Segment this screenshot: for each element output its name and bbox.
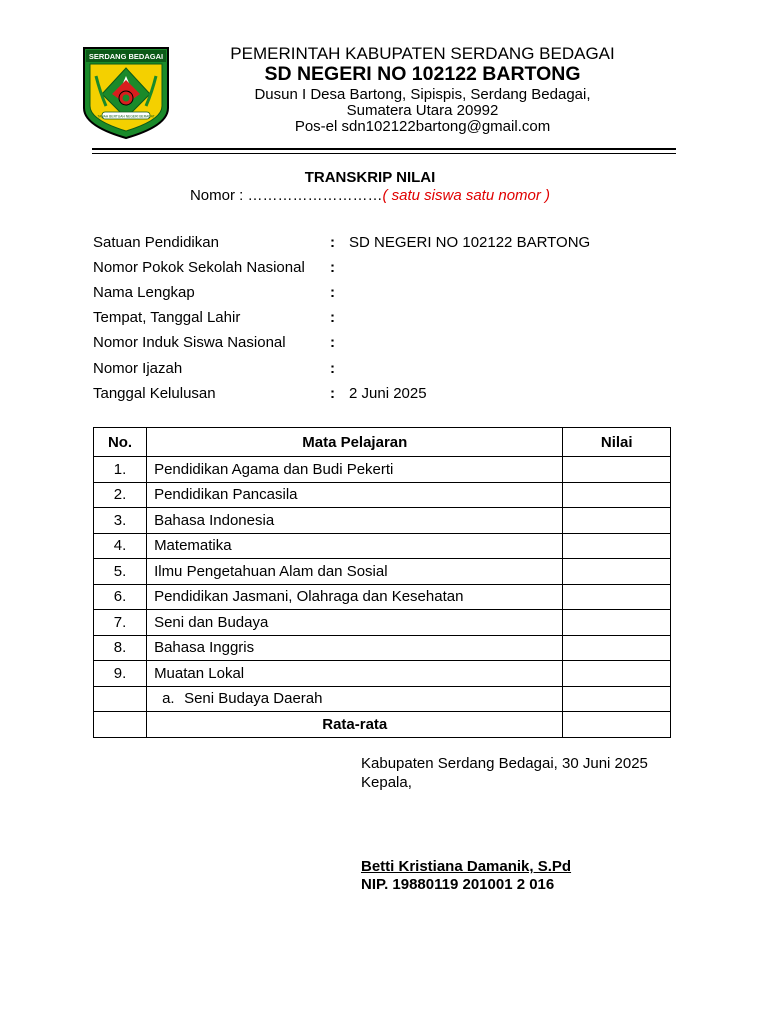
row-number: 1. [94, 457, 147, 483]
info-label: Nama Lengkap [93, 284, 195, 302]
row-grade [563, 661, 671, 687]
row-subject: Ilmu Pengetahuan Alam dan Sosial [147, 559, 563, 585]
sub-row-subject-text: Seni Budaya Daerah [184, 690, 323, 708]
table-average-row [94, 712, 671, 738]
row-subject: Bahasa Inggris [147, 635, 563, 661]
row-number: 4. [94, 533, 147, 559]
row-subject: Pendidikan Pancasila [147, 482, 563, 508]
sub-row-marker: a. [162, 690, 175, 708]
average-label: Rata-rata [147, 712, 563, 738]
average-spacer [94, 712, 147, 738]
address-line-1: Dusun I Desa Bartong, Sipispis, Serdang Bedagai, [254, 86, 591, 103]
info-colon: : [330, 259, 335, 277]
info-colon: : [330, 284, 335, 302]
table-sub-row [94, 686, 671, 712]
row-grade [563, 559, 671, 585]
row-grade [563, 482, 671, 508]
info-value: 2 Juni 2025 [349, 384, 427, 402]
info-colon: : [330, 359, 335, 377]
info-colon: : [330, 234, 335, 252]
info-row-satuan-pendidikan [93, 230, 673, 255]
government-name: PEMERINTAH KABUPATEN SERDANG BEDAGAI [230, 44, 615, 63]
coat-of-arms-icon [82, 46, 170, 140]
document-number-label: Nomor : ……………………… [189, 187, 383, 204]
row-subject: Pendidikan Jasmani, Olahraga dan Kesehatan [147, 584, 563, 610]
table-row [94, 457, 671, 483]
letterhead-thick-rule [92, 148, 676, 150]
school-email: Pos-el sdn102122bartong@gmail.com [294, 118, 551, 135]
info-label: Nomor Pokok Sekolah Nasional [93, 259, 305, 277]
info-label: Nomor Ijazah [93, 359, 183, 377]
row-number: 5. [94, 559, 147, 585]
signatory-nip: NIP. 19880119 201001 2 016 [361, 876, 555, 893]
row-subject: Muatan Lokal [147, 661, 563, 687]
info-row-npsn [93, 255, 673, 280]
info-row-tanggal-kelulusan [93, 381, 673, 406]
table-row [94, 533, 671, 559]
info-value: SD NEGERI NO 102122 BARTONG [349, 234, 591, 252]
info-label: Satuan Pendidikan [93, 234, 219, 252]
letterhead-thin-rule [92, 153, 676, 154]
row-grade [563, 533, 671, 559]
row-subject: Pendidikan Agama dan Budi Pekerti [147, 457, 563, 483]
info-colon: : [330, 334, 335, 352]
table-row [94, 482, 671, 508]
row-number: 8. [94, 635, 147, 661]
info-colon: : [330, 309, 335, 327]
table-row [94, 559, 671, 585]
table-row [94, 508, 671, 534]
signature-place-date: Kabupaten Serdang Bedagai, 30 Juni 2025 [361, 755, 648, 772]
table-header-row [94, 428, 671, 457]
grades-table [93, 427, 671, 738]
info-row-nisn [93, 330, 673, 355]
sub-row-grade [563, 686, 671, 712]
document-title: TRANSKRIP NILAI [304, 169, 436, 186]
table-row [94, 635, 671, 661]
info-colon: : [330, 384, 335, 402]
row-number: 7. [94, 610, 147, 636]
row-number: 2. [94, 482, 147, 508]
row-subject: Seni dan Budaya [147, 610, 563, 636]
header-subject: Mata Pelajaran [147, 428, 563, 457]
address-line-2: Sumatera Utara 20992 [346, 102, 499, 119]
header-no: No. [94, 428, 147, 457]
table-row [94, 661, 671, 687]
signatory-name: Betti Kristiana Damanik, S.Pd [361, 858, 572, 875]
logo-title-text: SERDANG BEDAGAI [88, 52, 164, 61]
row-grade [563, 635, 671, 661]
row-number: 3. [94, 508, 147, 534]
row-subject: Bahasa Indonesia [147, 508, 563, 534]
table-row [94, 584, 671, 610]
school-name: SD NEGERI NO 102122 BARTONG [264, 63, 581, 85]
signature-role: Kepala, [361, 774, 412, 791]
info-label: Tanggal Kelulusan [93, 384, 216, 402]
info-row-nama-lengkap [93, 280, 673, 305]
row-grade [563, 610, 671, 636]
regency-coat-of-arms [82, 46, 170, 140]
row-number: 6. [94, 584, 147, 610]
document-number-note: ( satu siswa satu nomor ) [382, 187, 551, 204]
info-row-tempat-tanggal-lahir [93, 305, 673, 330]
info-row-nomor-ijazah [93, 355, 673, 380]
student-info [93, 230, 673, 406]
row-number: 9. [94, 661, 147, 687]
row-grade [563, 508, 671, 534]
info-label: Nomor Induk Siswa Nasional [93, 334, 286, 352]
document-number [92, 187, 648, 204]
header-grade: Nilai [563, 428, 671, 457]
logo-motto-text: TANAH BERTUAH NEGERI BERADAT [97, 114, 155, 119]
sub-row-subject [147, 686, 563, 712]
row-subject: Matematika [147, 533, 563, 559]
sub-row-number [94, 686, 147, 712]
row-grade [563, 584, 671, 610]
row-grade [563, 457, 671, 483]
table-row [94, 610, 671, 636]
average-value [563, 712, 671, 738]
info-label: Tempat, Tanggal Lahir [93, 309, 241, 327]
